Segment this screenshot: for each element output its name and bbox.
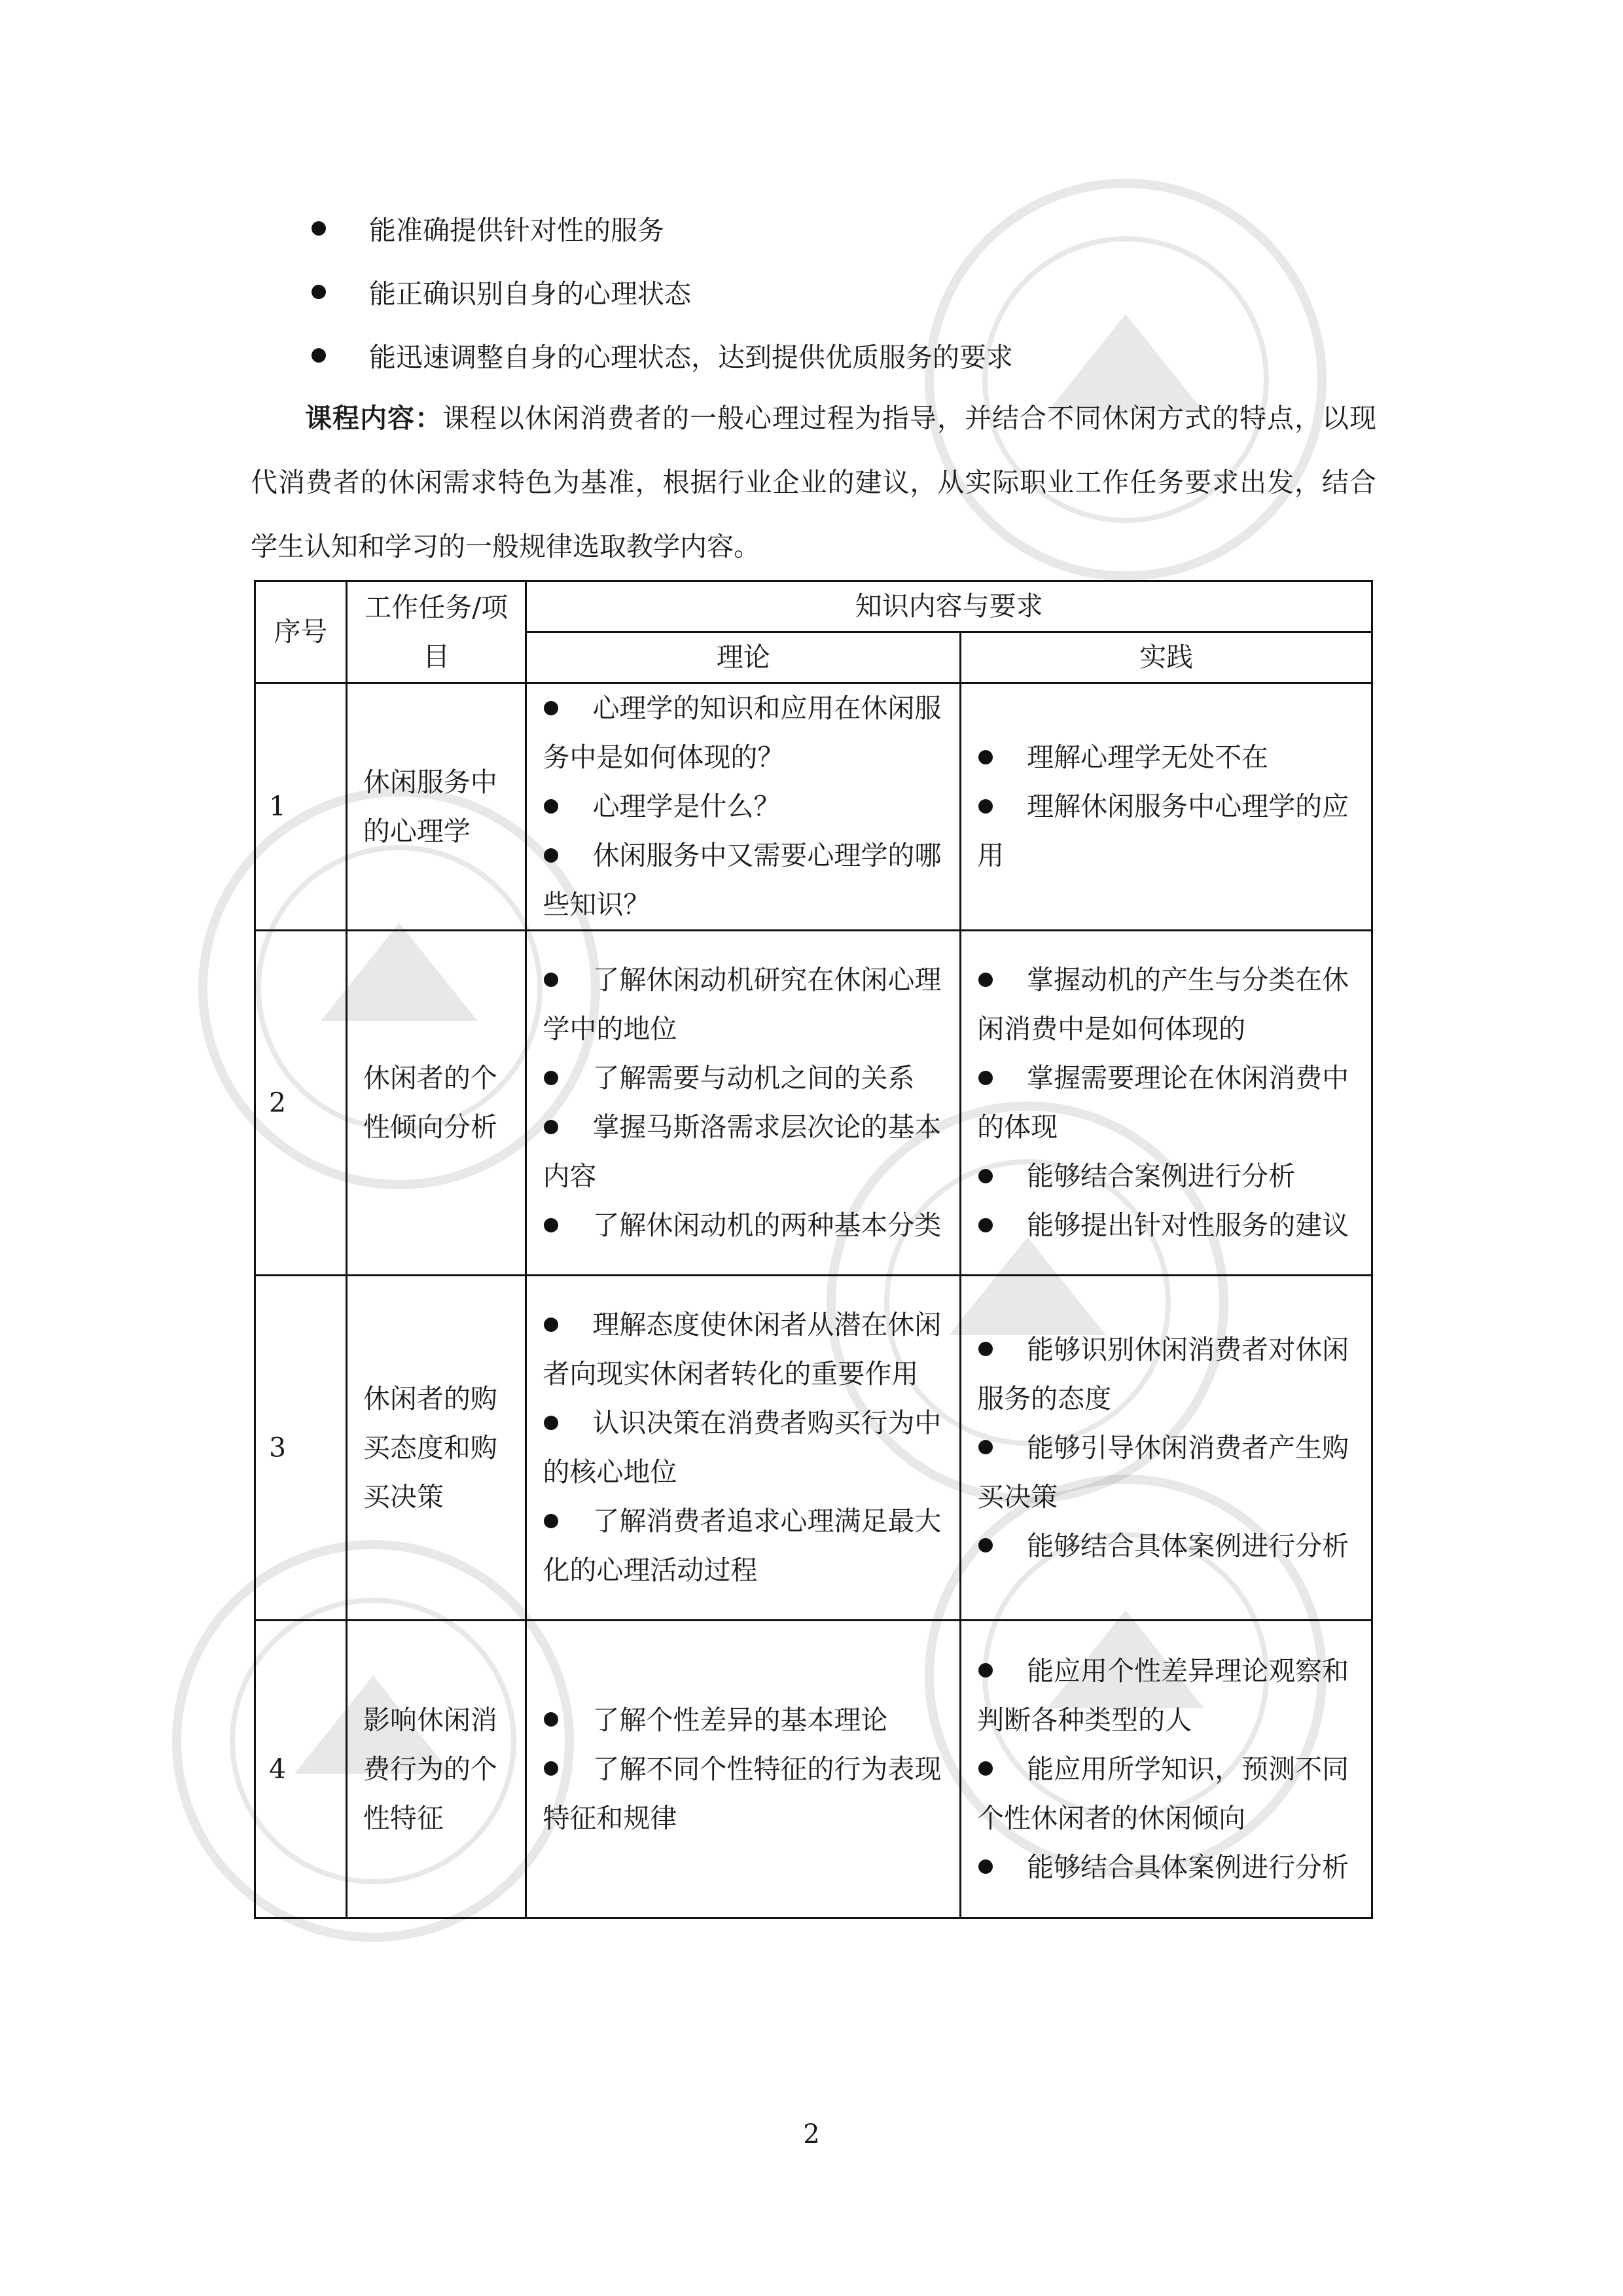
- table-row: [255, 931, 1372, 1276]
- bullet-icon: [544, 848, 558, 863]
- theory-item: 了解消费者追求心理满足最大化的心理活动过程: [543, 1505, 942, 1586]
- bullet-text: 能迅速调整自身的心理状态，达到提供优质服务的要求: [369, 342, 1013, 373]
- bullet-icon: [544, 1416, 558, 1430]
- bullet-icon: [978, 799, 993, 814]
- bullet-icon: [978, 1071, 993, 1085]
- bullet-item: [312, 260, 1398, 323]
- bullet-icon: [978, 1169, 993, 1183]
- bullet-text: 能准确提供针对性的服务: [369, 215, 664, 246]
- row-theory: [526, 931, 961, 1276]
- course-content-text: 课程以休闲消费者的一般心理过程为指导，并结合不同休闲方式的特点，以现代消费者的休闲需求特色为基准，根据行业企业的建议，从实际职业工作任务要求出发，结合学生认知和学习的一般规律选取教学内容。: [251, 403, 1376, 562]
- row-index: 3: [255, 1276, 347, 1621]
- bullet-icon: [978, 1440, 993, 1454]
- bullet-icon: [978, 1859, 993, 1874]
- table-row: [255, 1621, 1372, 1918]
- practice-item: 能够结合案例进行分析: [977, 1152, 1355, 1201]
- practice-item: 能够结合具体案例进行分析: [977, 1522, 1355, 1571]
- bullet-icon: [312, 221, 326, 236]
- theory-item: 认识决策在消费者购买行为中的核心地位: [543, 1407, 942, 1488]
- practice-item: 掌握动机的产生与分类在休闲消费中是如何体现的: [977, 964, 1349, 1045]
- bullet-icon: [544, 973, 558, 987]
- bullet-icon: [978, 750, 993, 764]
- row-theory: [526, 1621, 961, 1918]
- ability-bullet-list: [312, 196, 1398, 387]
- bullet-icon: [544, 701, 558, 715]
- table-header-row: [255, 581, 1372, 632]
- header-theory: 理论: [526, 632, 961, 683]
- row-practice: [961, 683, 1372, 931]
- practice-item: 能应用个性差异理论观察和判断各种类型的人: [977, 1655, 1349, 1736]
- bullet-icon: [544, 1712, 558, 1727]
- bullet-icon: [544, 799, 558, 814]
- header-index: 序号: [255, 581, 347, 683]
- table-row: [255, 683, 1372, 931]
- row-theory: [526, 1276, 961, 1621]
- practice-item: 能应用所学知识，预测不同个性休闲者的休闲倾向: [977, 1753, 1349, 1834]
- row-index: 1: [255, 683, 347, 931]
- bullet-icon: [312, 285, 326, 299]
- practice-item: 理解休闲服务中心理学的应用: [977, 791, 1349, 871]
- theory-item: 心理学是什么？: [543, 782, 944, 831]
- practice-item: 掌握需要理论在休闲消费中的体现: [977, 1062, 1349, 1143]
- bullet-icon: [544, 1761, 558, 1776]
- theory-item: 了解需要与动机之间的关系: [543, 1054, 944, 1103]
- theory-item: 休闲服务中又需要心理学的哪些知识？: [543, 840, 942, 920]
- bullet-icon: [544, 1514, 558, 1528]
- course-content-table: [254, 580, 1373, 1919]
- bullet-text: 能正确识别自身的心理状态: [369, 278, 691, 310]
- theory-item: 掌握马斯洛需求层次论的基本内容: [543, 1111, 942, 1192]
- bullet-icon: [978, 1218, 993, 1232]
- bullet-icon: [544, 1218, 558, 1232]
- bullet-icon: [978, 1663, 993, 1677]
- header-practice: 实践: [961, 632, 1372, 683]
- theory-item: 了解个性差异的基本理论: [543, 1696, 944, 1745]
- row-index: 2: [255, 931, 347, 1276]
- bullet-icon: [978, 1761, 993, 1776]
- row-task: 休闲者的个性倾向分析: [346, 931, 526, 1276]
- row-practice: [961, 931, 1372, 1276]
- row-practice: [961, 1276, 1372, 1621]
- bullet-icon: [544, 1318, 558, 1332]
- page-number: 2: [803, 2119, 820, 2149]
- bullet-icon: [312, 348, 326, 363]
- course-content-label: 课程内容：: [304, 403, 442, 434]
- theory-item: 了解休闲动机研究在休闲心理学中的地位: [543, 964, 942, 1045]
- course-content-paragraph: [251, 386, 1376, 579]
- bullet-icon: [978, 973, 993, 987]
- bullet-icon: [978, 1538, 993, 1552]
- row-task: 休闲者的购买态度和购买决策: [346, 1276, 526, 1621]
- theory-item: 了解休闲动机的两种基本分类: [543, 1201, 944, 1250]
- row-theory: [526, 683, 961, 931]
- bullet-icon: [978, 1342, 993, 1356]
- table-row: [255, 1276, 1372, 1621]
- theory-item: 理解态度使休闲者从潜在休闲者向现实休闲者转化的重要作用: [543, 1309, 942, 1390]
- bullet-item: [312, 196, 1398, 260]
- practice-item: 能够提出针对性服务的建议: [977, 1201, 1355, 1250]
- row-task: 影响休闲消费行为的个性特征: [346, 1621, 526, 1918]
- bullet-icon: [544, 1120, 558, 1134]
- practice-item: 能够引导休闲消费者产生购买决策: [977, 1431, 1349, 1513]
- bullet-item: [312, 323, 1398, 387]
- header-task: 工作任务/项目: [346, 581, 526, 683]
- bullet-icon: [544, 1071, 558, 1085]
- theory-item: 心理学的知识和应用在休闲服务中是如何体现的？: [543, 692, 942, 773]
- practice-item: 理解心理学无处不在: [977, 733, 1355, 782]
- practice-item: 能够结合具体案例进行分析: [977, 1843, 1355, 1892]
- header-knowledge: 知识内容与要求: [526, 581, 1372, 632]
- practice-item: 能够识别休闲消费者对休闲服务的态度: [977, 1333, 1349, 1414]
- row-index: 4: [255, 1621, 347, 1918]
- theory-item: 了解不同个性特征的行为表现特征和规律: [543, 1753, 942, 1834]
- row-practice: [961, 1621, 1372, 1918]
- row-task: 休闲服务中的心理学: [346, 683, 526, 931]
